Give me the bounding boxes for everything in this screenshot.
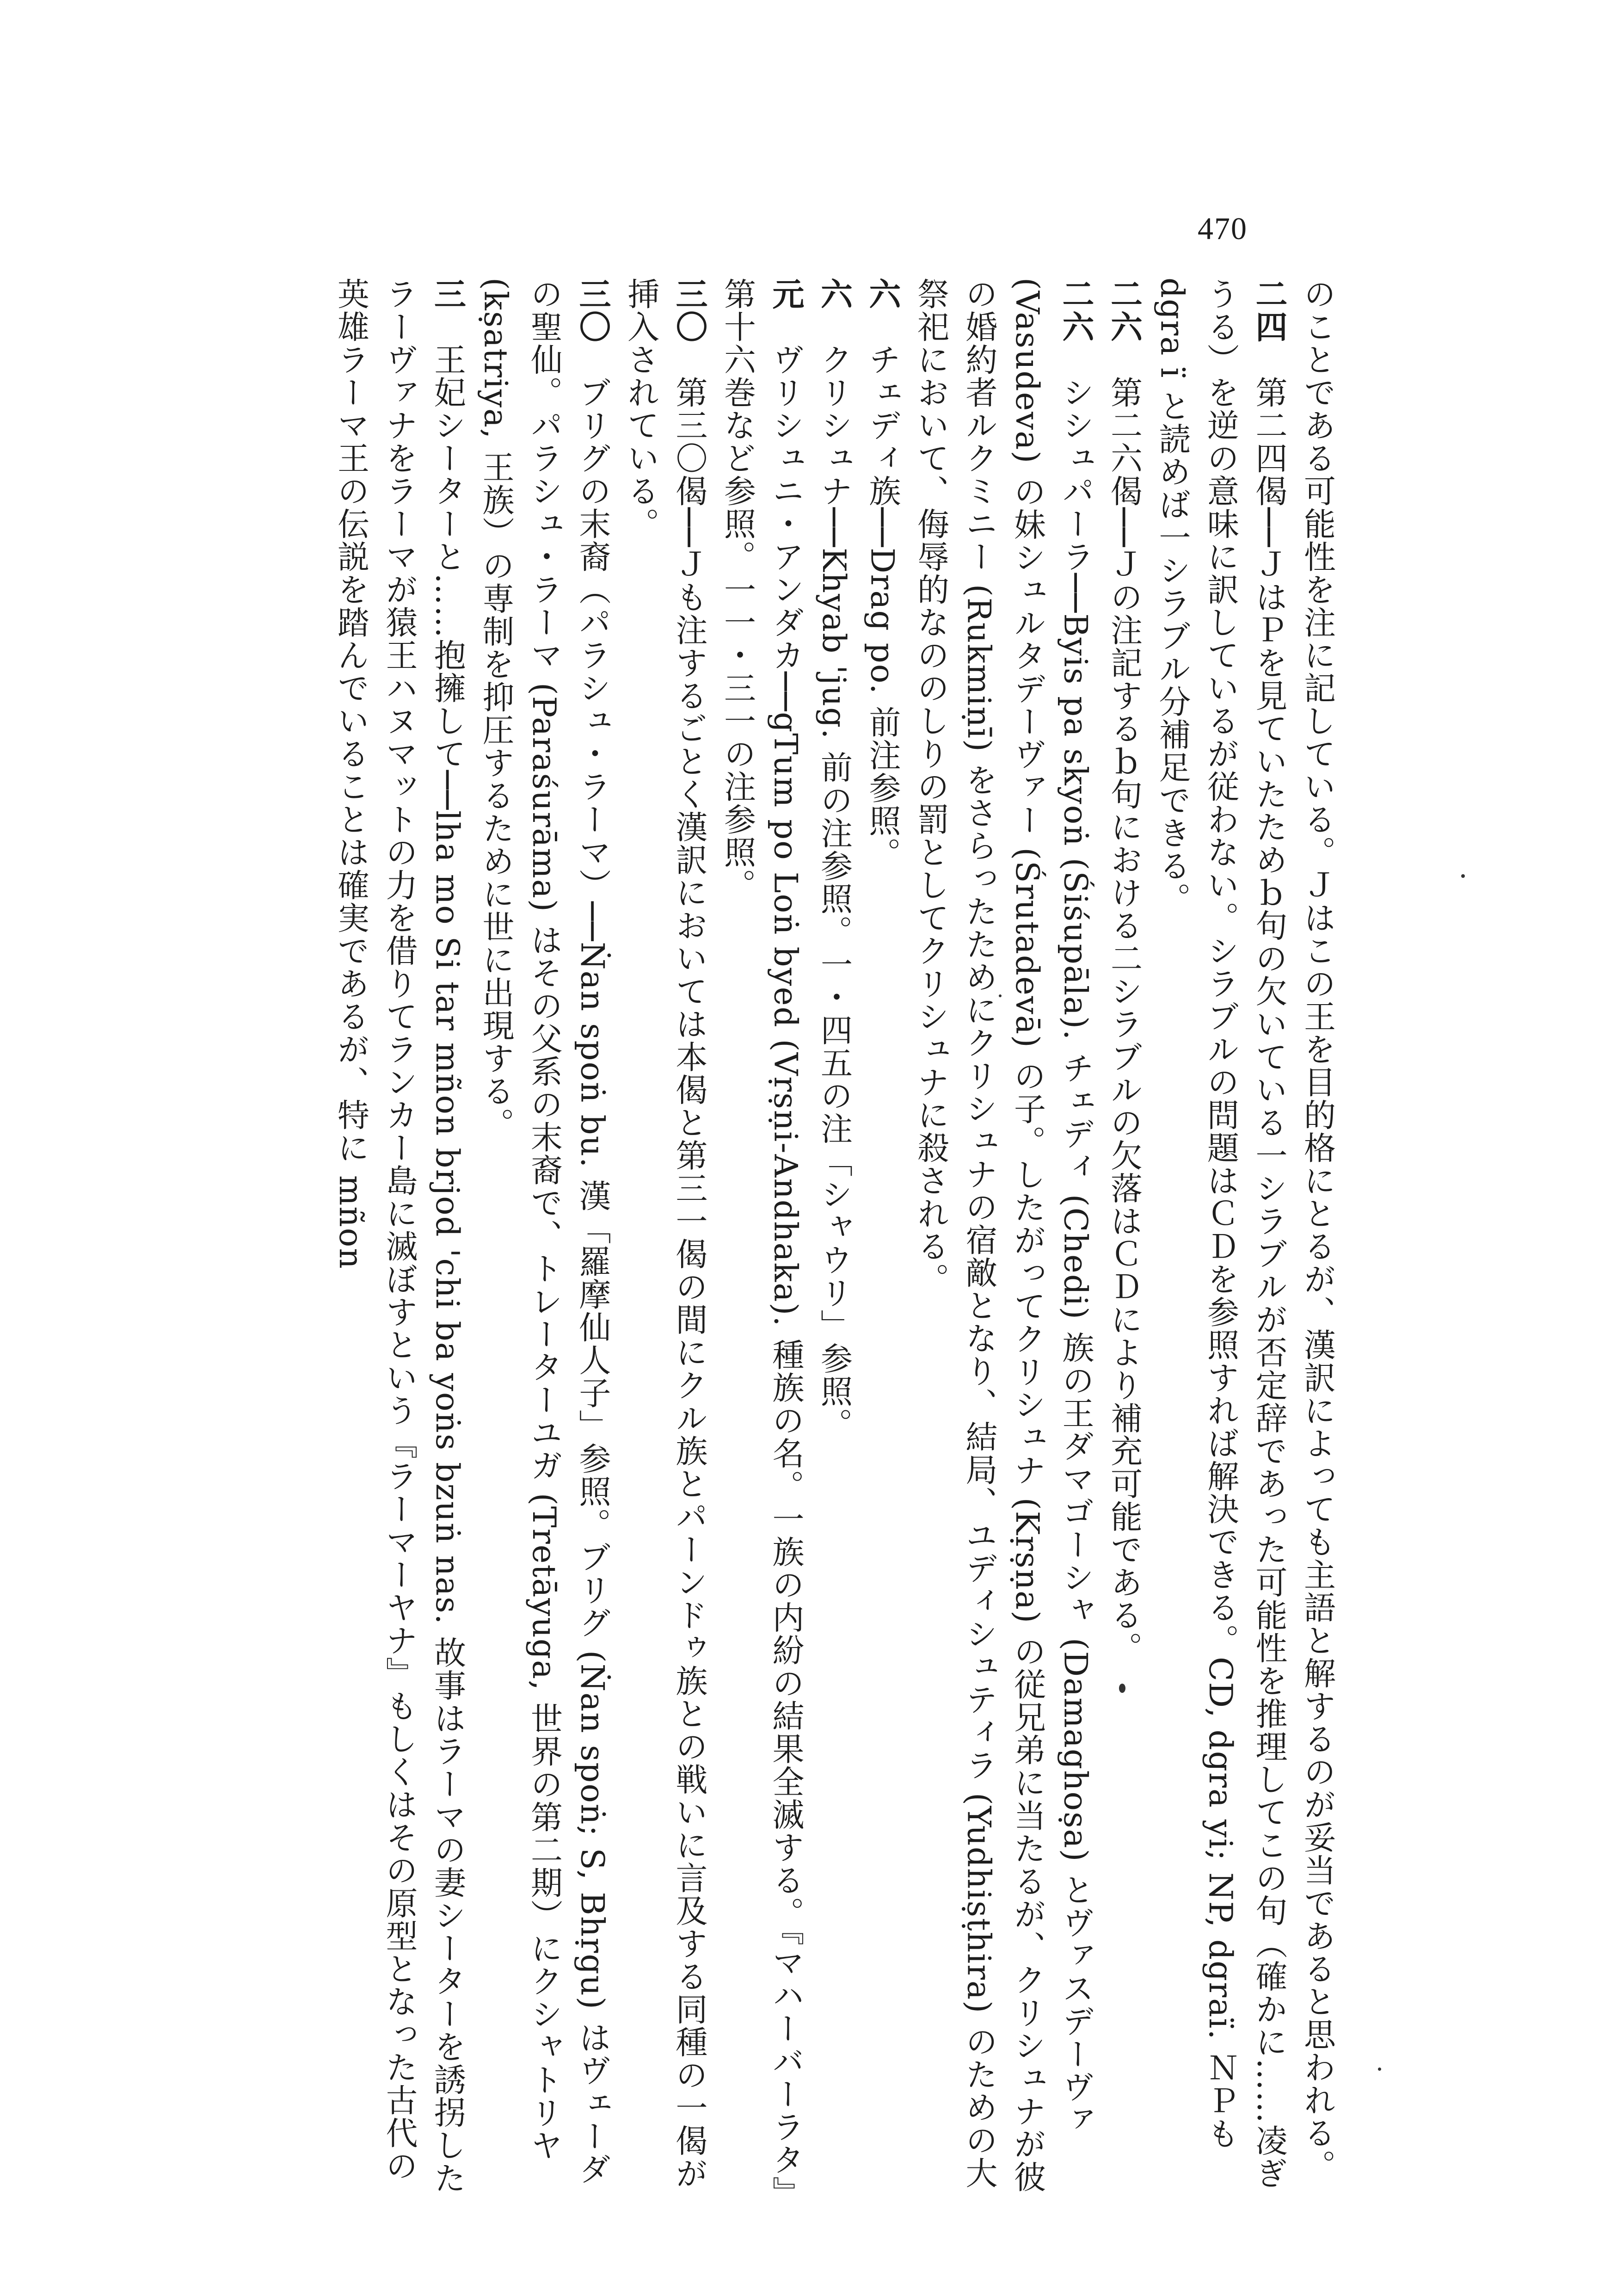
note-number: 二四 bbox=[1250, 278, 1288, 343]
scan-speck bbox=[1461, 874, 1465, 878]
note-number: 二六 bbox=[1057, 278, 1094, 343]
note-31-sita bbox=[326, 278, 472, 2197]
note-text: ヴリシュニ・アンダカ──gTum po Loṅ byed (Vṛṣṇi-Andhaka). 種族の名。一族の内紛の結果全滅する。『マハーバーラタ』第十六巻など参照。一一・三一の注参照。 bbox=[719, 278, 804, 2193]
page-number: 470 bbox=[1198, 211, 1248, 246]
note-text: シシュパーラ──Byis pa skyoṅ (Śiśupāla). チェディ (Chedi) 族の王ダマゴーシャ (Damaghoṣa) とヴァスデーヴァ (Vasudeva) の妹シュルタデーヴァー (Śrutadevā) の子。したがってクリシュナ (Kṛṣṇa) の従兄弟に当たるが、クリシュナが彼の婚約者ルクミニー (Rukmiṇī) をさらったためにクリシュナの宿敵となり、結局、ユディシュティラ (Yudhiṣṭhira) のための大祭祀において、侮辱的なののしりの罰としてクリシュナに殺される。 bbox=[912, 278, 1094, 2193]
scan-speck bbox=[999, 994, 1002, 997]
note-number: 三 bbox=[429, 278, 466, 310]
note-number: 二六 bbox=[1105, 278, 1143, 343]
note-26-verse bbox=[1100, 278, 1148, 2197]
note-26-shishupala bbox=[906, 278, 1100, 2197]
note-text: 王妃シーターと……抱擁して──lha mo Si tar mñon brjod 'chi ba yoṅs bzuṅ nas. 故事はラーマの妻シーターを誘拐したラーヴァナをラーマが猿王ハヌマットの力を借りてランカー島に滅ぼすという『ラーマーヤナ』もしくはその原型となった古代の英雄ラーマ王の伝説を踏んでいることは確実であるが、特に mñon bbox=[332, 278, 466, 2195]
note-text: 第三〇偈──Ｊも注するごとく漢訳においては本偈と第三一偈の間にクル族とパーンドゥ族との戦いに言及する同種の一偈が挿入されている。 bbox=[622, 278, 707, 2190]
note-continuation bbox=[1293, 278, 1341, 2197]
note-number: 三〇 bbox=[670, 278, 708, 343]
note-krishna bbox=[810, 278, 858, 2197]
scan-speck bbox=[1378, 2068, 1381, 2071]
note-text: クリシュナ──Khyab 'jug. 前の注参照。一・四五の注「シャウリ」参照。 bbox=[815, 310, 852, 1441]
note-text: チェディ族──Drag po. 前注参照。 bbox=[863, 310, 901, 870]
note-24 bbox=[1148, 278, 1293, 2197]
note-number: 三〇 bbox=[573, 278, 611, 343]
scan-speck bbox=[1119, 1684, 1125, 1693]
note-vrishni bbox=[713, 278, 810, 2197]
note-text: ブリグの末裔（パラシュ・ラーマ）──Ṅan spoṅ bu. 漢「羅摩仙人子」参照。ブリグ (Ṅan spoṅ; S, Bhṛgu) はヴェーダの聖仙。パラシュ・ラーマ (Paraśurāma) はその父系の末裔で、トレーターユガ (Tretāyuga, 世界の第二期）にクシャトリヤ (kṣatriya, 王族）の専制を抑圧するために世に出現する。 bbox=[477, 278, 611, 2185]
note-text: のことである可能性を注に記している。Ｊはこの王を目的格にとるが、漢訳によっても主語と解するのが妥当であると思われる。 bbox=[1298, 278, 1335, 2182]
note-30-bhrigu bbox=[471, 278, 616, 2197]
note-text: 第二四偈──ＪはＰを見ていたためｂ句の欠いている一シラブルが否定辞であった可能性を推理してこの句（確かに……凌ぎうる）を逆の意味に訳しているが従わない。シラブルの問題はＣＤを参照すれば解決できる。CD, dgra yi; NP, dgraï. ＮＰも dgra ï と読めば一シラブル分補足できる。 bbox=[1153, 278, 1287, 2190]
note-number: 元 bbox=[767, 278, 805, 310]
note-number: 六 bbox=[863, 278, 901, 310]
note-30-verse bbox=[616, 278, 713, 2197]
notes-body bbox=[83, 278, 1341, 2197]
note-number: 六 bbox=[815, 278, 853, 310]
note-text: 第二六偈──Ｊの注記するｂ句における二シラブルの欠落はＣＤにより補充可能である。 bbox=[1105, 343, 1142, 1665]
note-chedi bbox=[858, 278, 906, 2197]
